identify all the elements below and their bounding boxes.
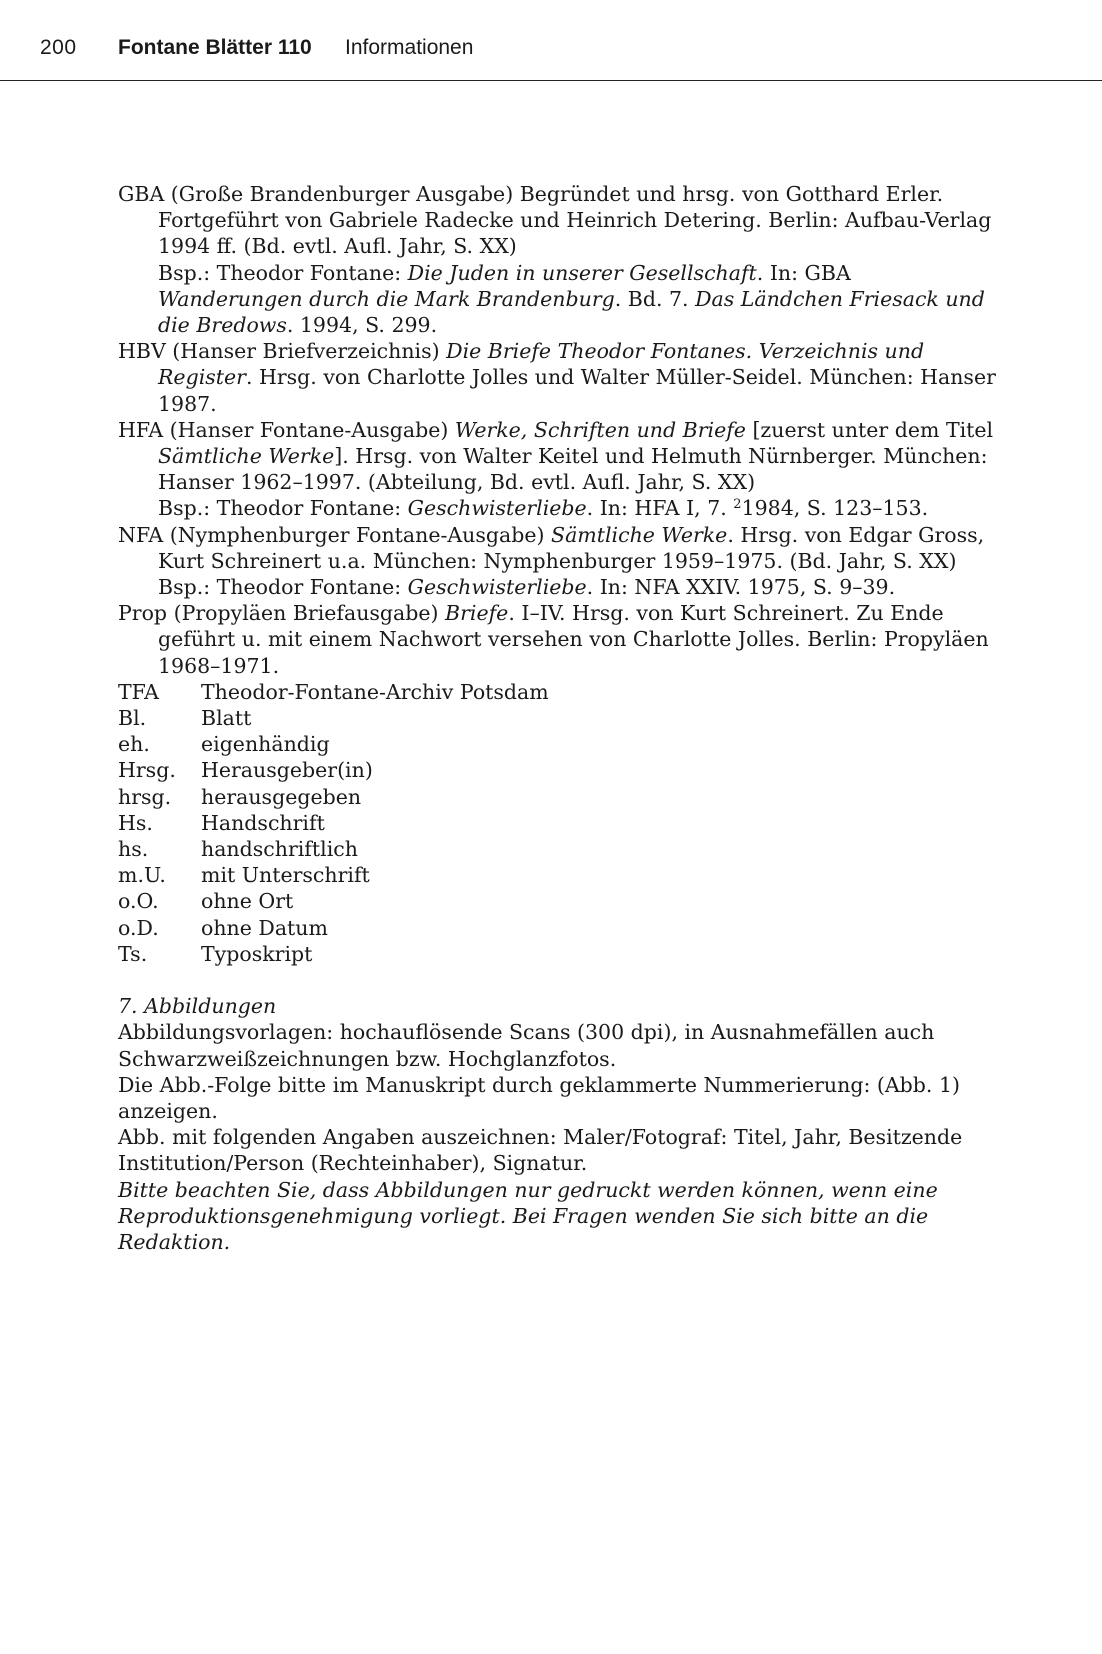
page-number: 200 bbox=[40, 36, 77, 59]
abbreviation-meaning: Herausgeber(in) bbox=[201, 758, 373, 783]
section-title: Informationen bbox=[345, 36, 474, 59]
page-body bbox=[118, 181, 998, 1255]
section-spacer bbox=[118, 967, 998, 993]
images-paragraph-captions: Abb. mit folgenden Angaben auszeichnen: Maler/Fotograf: Titel, Jahr, Besitzende Institution/Person (Rechteinhaber), Signatur. bbox=[118, 1125, 963, 1176]
abbreviation-list bbox=[118, 679, 998, 967]
reference-gba-example: Bsp.: Theodor Fontane: Die Juden in unserer Gesellschaft. In: GBA Wanderungen durch die Mark Brandenburg. Bd. 7. Das Ländchen Friesack und die Bredows. 1994, S. 299. bbox=[158, 260, 985, 338]
abbreviation-meaning: Blatt bbox=[201, 706, 252, 731]
abbreviation-meaning: Typoskript bbox=[201, 941, 313, 966]
abbreviation-meaning: Theodor-Fontane-Archiv Potsdam bbox=[201, 679, 549, 704]
reference-gba: GBA (Große Brandenburger Ausgabe) Begründet und hrsg. von Gotthard Erler. Fortgeführt von Gabriele Radecke und Heinrich Detering. Berlin: Aufbau-Verlag 1994 ff. (Bd. evtl. Aufl. Jahr, S. XX) bbox=[118, 182, 992, 259]
reference-list bbox=[118, 181, 998, 679]
reference-prop: Prop (Propyläen Briefausgabe) Briefe. I–IV. Hrsg. von Kurt Schreinert. Zu Ende geführt u. mit einem Nachwort versehen von Charlotte Jolles. Berlin: Propyläen 1968–1971. bbox=[118, 601, 989, 678]
abbreviation: Ts. bbox=[118, 941, 148, 966]
abbreviation: TFA bbox=[118, 679, 159, 704]
abbreviation: Hrsg. bbox=[118, 758, 176, 783]
abbreviation-meaning: eigenhändig bbox=[201, 732, 330, 757]
abbreviation: hrsg. bbox=[118, 784, 172, 809]
reference-hbv: HBV (Hanser Briefverzeichnis) Die Briefe Theodor Fontanes. Verzeichnis und Register. Hrsg. von Charlotte Jolles und Walter Müller-Seidel. München: Hanser 1987. bbox=[118, 339, 996, 416]
abbreviation: Hs. bbox=[118, 810, 153, 835]
page-header bbox=[0, 0, 1102, 81]
list-item bbox=[118, 784, 998, 810]
section-heading: 7. Abbildungen bbox=[118, 994, 277, 1019]
abbreviation: eh. bbox=[118, 732, 150, 757]
images-paragraph-scans: Abbildungsvorlagen: hochauflösende Scans (300 dpi), in Ausnahmefällen auch Schwarzweißzeichnungen bzw. Hochglanzfotos. bbox=[118, 1020, 935, 1071]
images-paragraph-numbering: Die Abb.-Folge bitte im Manuskript durch geklammerte Nummerierung: (Abb. 1) anzeigen. bbox=[118, 1072, 961, 1123]
list-item bbox=[118, 757, 998, 783]
abbreviation-meaning: handschriftlich bbox=[201, 837, 358, 862]
abbreviation: o.O. bbox=[118, 889, 159, 914]
abbreviation: Bl. bbox=[118, 706, 147, 731]
abbreviation-meaning: ohne Datum bbox=[201, 915, 328, 940]
list-item bbox=[118, 941, 998, 967]
images-note: Bitte beachten Sie, dass Abbildungen nur gedruckt werden können, wenn eine Reproduktionsgenehmigung vorliegt. Bei Fragen wenden Sie sich bitte an die Redaktion. bbox=[118, 1177, 938, 1254]
reference-nfa: NFA (Nymphenburger Fontane-Ausgabe) Sämtliche Werke. Hrsg. von Edgar Gross, Kurt Schreinert u.a. München: Nymphenburger 1959–1975. (Bd. Jahr, S. XX) bbox=[118, 522, 985, 573]
reference-hfa-example: Bsp.: Theodor Fontane: Geschwisterliebe. In: HFA I, 7. $^2$1984, S. 123–153. bbox=[158, 496, 929, 521]
list-item bbox=[118, 705, 998, 731]
list-item bbox=[118, 862, 998, 888]
reference-nfa-example: Bsp.: Theodor Fontane: Geschwisterliebe. In: NFA XXIV. 1975, S. 9–39. bbox=[158, 575, 896, 600]
list-item bbox=[118, 915, 998, 941]
abbreviation: hs. bbox=[118, 837, 149, 862]
reference-hfa: HFA (Hanser Fontane-Ausgabe) Werke, Schriften und Briefe [zuerst unter dem Titel Sämtliche Werke]. Hrsg. von Walter Keitel und Helmuth Nürnberger. München: Hanser 1962–1997. (Abteilung, Bd. evtl. Aufl. Jahr, S. XX) bbox=[118, 417, 994, 495]
journal-title: Fontane Blätter 110 bbox=[118, 36, 312, 59]
list-item bbox=[118, 888, 998, 914]
abbreviation-meaning: ohne Ort bbox=[201, 889, 294, 914]
abbreviation-meaning: mit Unterschrift bbox=[201, 863, 370, 888]
list-item bbox=[118, 836, 998, 862]
abbreviation-meaning: herausgegeben bbox=[201, 784, 362, 809]
list-item bbox=[118, 731, 998, 757]
list-item bbox=[118, 810, 998, 836]
images-section bbox=[118, 993, 998, 1255]
abbreviation: m.U. bbox=[118, 863, 166, 888]
abbreviation: o.D. bbox=[118, 915, 159, 940]
abbreviation-meaning: Handschrift bbox=[201, 810, 325, 835]
list-item bbox=[118, 679, 998, 705]
